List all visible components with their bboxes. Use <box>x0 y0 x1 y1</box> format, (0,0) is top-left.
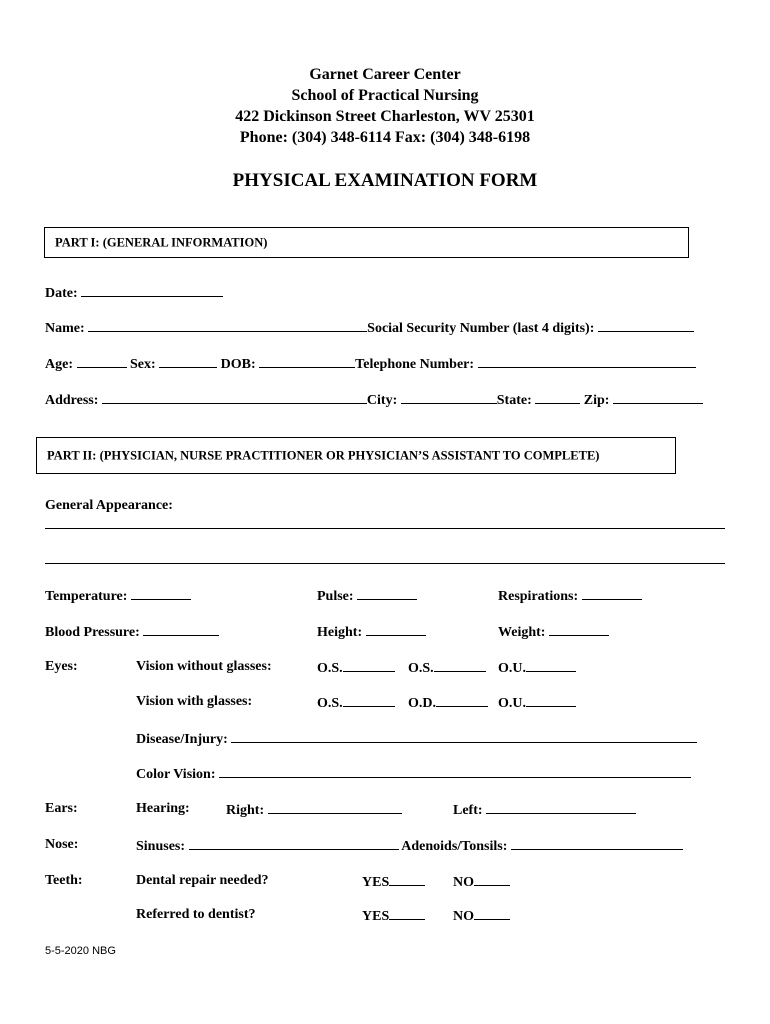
no-label: NO <box>453 875 474 890</box>
age-field[interactable] <box>77 354 127 368</box>
footer-revision: 5-5-2020 NBG <box>45 945 116 957</box>
age-row <box>45 354 696 374</box>
right-label: Right: <box>226 803 265 818</box>
name-label: Name: <box>45 321 85 336</box>
height-field[interactable] <box>366 622 426 636</box>
vision-without-os-2 <box>408 658 486 678</box>
respirations-label: Respirations: <box>498 589 579 604</box>
os-label: O.S. <box>317 696 343 711</box>
yes-label: YES <box>362 875 390 890</box>
dental-repair-yes <box>362 872 425 892</box>
pulse-label: Pulse: <box>317 589 354 604</box>
color-vision-row <box>136 764 691 784</box>
date-field[interactable] <box>81 283 223 297</box>
referred-dentist-no <box>453 906 510 926</box>
school-name: Garnet Career Center <box>309 66 461 83</box>
disease-injury-field[interactable] <box>231 729 697 743</box>
od-label: O.D. <box>408 696 436 711</box>
referred-dentist-yes <box>362 906 425 926</box>
telephone-field[interactable] <box>478 354 696 368</box>
yes-label: YES <box>362 909 390 924</box>
dob-label: DOB: <box>220 357 256 372</box>
dental-repair-label: Dental repair needed? <box>136 873 269 888</box>
vision-with-ou-field[interactable] <box>526 693 576 707</box>
vision-with-label: Vision with glasses: <box>136 694 253 709</box>
hearing-left-row <box>453 800 636 820</box>
part1-heading-box <box>44 227 689 258</box>
hearing-right-field[interactable] <box>268 800 402 814</box>
dental-repair-no-field[interactable] <box>474 872 510 886</box>
age-label: Age: <box>45 357 73 372</box>
weight-field[interactable] <box>549 622 609 636</box>
part2-heading-box <box>36 437 676 474</box>
program-name: School of Practical Nursing <box>291 87 479 104</box>
city-field[interactable] <box>401 390 497 404</box>
adenoids-field[interactable] <box>511 836 683 850</box>
height-label: Height: <box>317 625 363 640</box>
part2-heading: PART II: (PHYSICIAN, NURSE PRACTITIONER OR PHYSICIAN’S ASSISTANT TO COMPLETE) <box>47 448 600 462</box>
color-vision-field[interactable] <box>219 764 691 778</box>
respirations-field[interactable] <box>582 586 642 600</box>
telephone-label: Telephone Number: <box>355 357 475 372</box>
temperature-field[interactable] <box>131 586 191 600</box>
form-title: PHYSICAL EXAMINATION FORM <box>232 170 538 191</box>
weight-label: Weight: <box>498 625 546 640</box>
ssn-label: Social Security Number (last 4 digits): <box>367 321 595 336</box>
vision-with-os-field[interactable] <box>343 693 395 707</box>
date-label: Date: <box>45 286 78 301</box>
zip-label: Zip: <box>583 393 610 408</box>
vision-with-os <box>317 693 395 713</box>
general-appearance-label: General Appearance: <box>45 498 173 513</box>
disease-injury-label: Disease/Injury: <box>136 732 228 747</box>
os-label: O.S. <box>408 661 434 676</box>
teeth-label: Teeth: <box>45 873 83 888</box>
dental-repair-yes-field[interactable] <box>389 872 425 886</box>
left-label: Left: <box>453 803 483 818</box>
general-appearance-line-2[interactable] <box>45 563 725 564</box>
name-field[interactable] <box>88 318 367 332</box>
hearing-label: Hearing: <box>136 801 190 816</box>
no-label: NO <box>453 909 474 924</box>
vision-without-os-1 <box>317 658 395 678</box>
sex-field[interactable] <box>159 354 217 368</box>
general-appearance-line-1[interactable] <box>45 528 725 529</box>
dental-repair-no <box>453 872 510 892</box>
vision-without-os-2-field[interactable] <box>434 658 486 672</box>
referred-dentist-no-field[interactable] <box>474 906 510 920</box>
adenoids-label: Adenoids/Tonsils: <box>401 839 508 854</box>
date-row <box>45 283 223 303</box>
color-vision-label: Color Vision: <box>136 767 216 782</box>
height-row <box>317 622 426 642</box>
address-label: Address: <box>45 393 99 408</box>
ssn-field[interactable] <box>598 318 694 332</box>
vision-with-od <box>408 693 488 713</box>
school-phone-fax: Phone: (304) 348-6114 Fax: (304) 348-6198 <box>239 129 531 146</box>
hearing-left-field[interactable] <box>486 800 636 814</box>
sinuses-row <box>136 836 683 856</box>
blood-pressure-row <box>45 622 219 642</box>
referred-dentist-yes-field[interactable] <box>389 906 425 920</box>
name-row <box>45 318 694 338</box>
vision-without-label: Vision without glasses: <box>136 659 272 674</box>
temperature-label: Temperature: <box>45 589 128 604</box>
city-label: City: <box>366 393 398 408</box>
blood-pressure-field[interactable] <box>143 622 219 636</box>
hearing-right-row <box>226 800 402 820</box>
blood-pressure-label: Blood Pressure: <box>45 625 140 640</box>
referred-dentist-label: Referred to dentist? <box>136 907 256 922</box>
zip-field[interactable] <box>613 390 703 404</box>
school-header <box>0 64 770 148</box>
vision-without-ou-field[interactable] <box>526 658 576 672</box>
sex-label: Sex: <box>130 357 156 372</box>
sinuses-label: Sinuses: <box>136 839 186 854</box>
weight-row <box>498 622 609 642</box>
vision-with-od-field[interactable] <box>436 693 488 707</box>
ears-label: Ears: <box>45 801 78 816</box>
ou-label: O.U. <box>498 696 526 711</box>
temperature-row <box>45 586 191 606</box>
vision-with-ou <box>498 693 576 713</box>
vision-without-os-1-field[interactable] <box>343 658 395 672</box>
address-field[interactable] <box>102 390 367 404</box>
state-field[interactable] <box>535 390 580 404</box>
nose-label: Nose: <box>45 837 79 852</box>
ou-label: O.U. <box>498 661 526 676</box>
eyes-label: Eyes: <box>45 659 78 674</box>
vision-without-ou <box>498 658 576 678</box>
os-label: O.S. <box>317 661 343 676</box>
address-row <box>45 390 703 410</box>
pulse-field[interactable] <box>357 586 417 600</box>
part1-heading: PART I: (GENERAL INFORMATION) <box>55 235 268 249</box>
school-address: 422 Dickinson Street Charleston, WV 25301 <box>235 108 535 125</box>
respirations-row <box>498 586 642 606</box>
pulse-row <box>317 586 417 606</box>
dob-field[interactable] <box>259 354 355 368</box>
state-label: State: <box>496 393 532 408</box>
disease-injury-row <box>136 729 697 749</box>
sinuses-field[interactable] <box>189 836 399 850</box>
